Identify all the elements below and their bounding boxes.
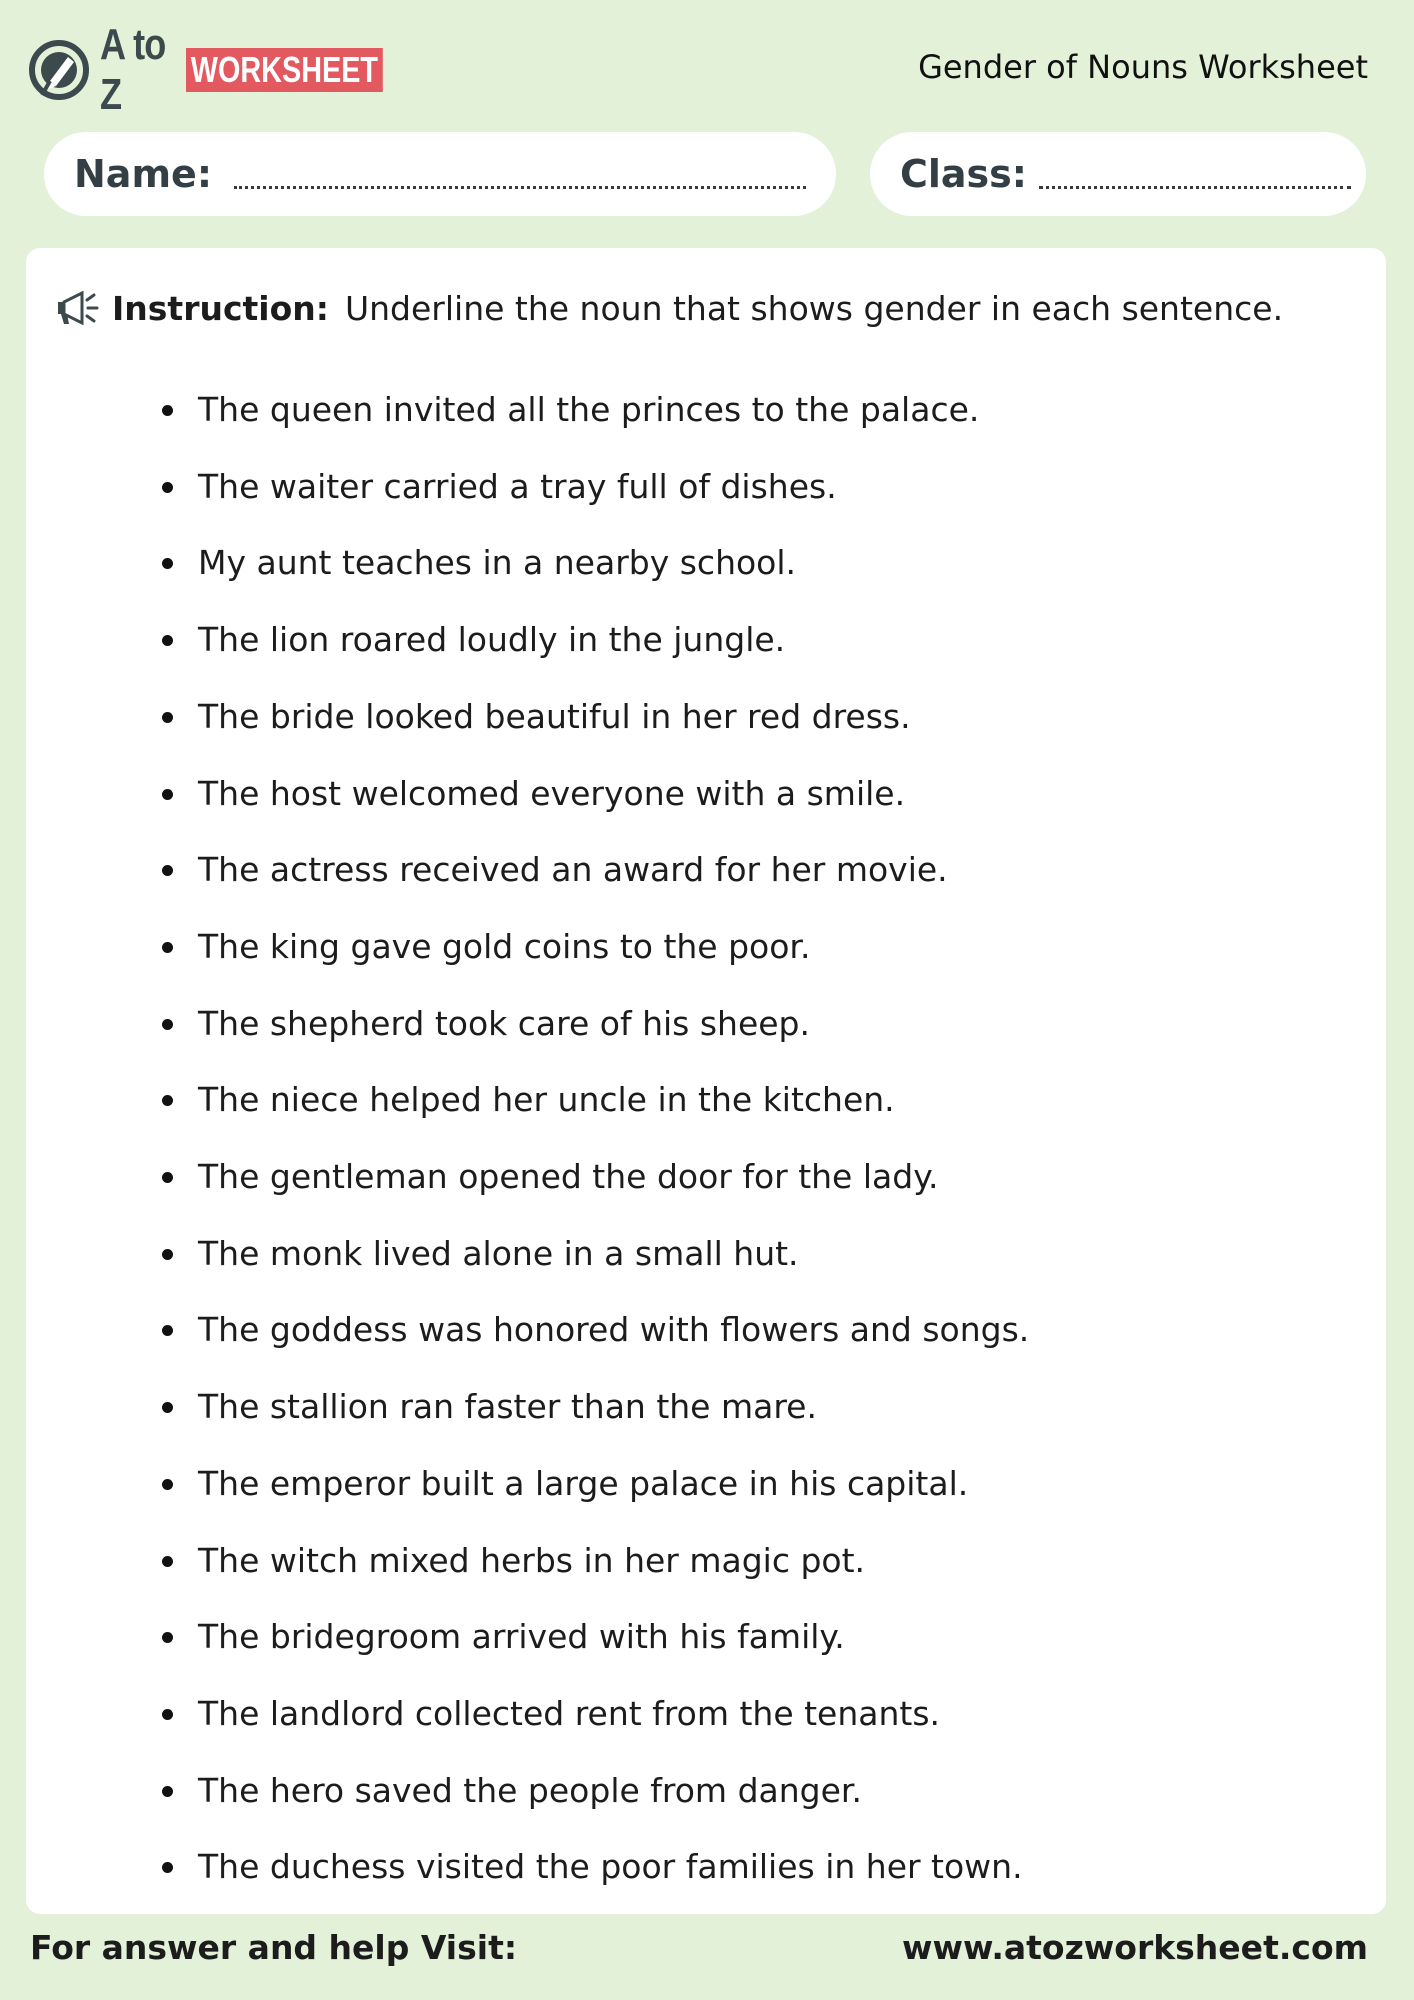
instruction-text: Underline the noun that shows gender in each sentence. (344, 288, 1284, 328)
bullet-icon (162, 1172, 173, 1183)
bullet-icon (162, 482, 173, 493)
logo-text: A to Z (100, 20, 166, 119)
bullet-icon (162, 789, 173, 800)
bullet-icon (162, 942, 173, 953)
sentence-text: The bridegroom arrived with his family. (198, 1617, 845, 1657)
sentence-text: The witch mixed herbs in her magic pot. (198, 1540, 866, 1580)
sentence-text: My aunt teaches in a nearby school. (198, 543, 797, 583)
sentence-text: The emperor built a large palace in his capital. (198, 1463, 969, 1503)
bullet-icon (162, 865, 173, 876)
sentence-text: The gentleman opened the door for the lady. (198, 1157, 939, 1196)
sentence-text: The king gave gold coins to the poor. (198, 926, 811, 966)
sentence-text: The waiter carried a tray full of dishes. (198, 466, 837, 506)
bullet-icon (162, 712, 173, 723)
header (0, 0, 1414, 120)
name-label: Name: (74, 152, 213, 196)
bullet-icon (162, 405, 173, 416)
bullet-icon (162, 1019, 173, 1030)
instruction-label: Instruction: (112, 288, 329, 328)
sentence-text: The hero saved the people from danger. (198, 1770, 862, 1810)
bullet-icon (162, 1325, 173, 1336)
sentence-text: The lion roared loudly in the jungle. (198, 620, 786, 660)
sentence-text: The stallion ran faster than the mare. (198, 1387, 817, 1427)
sentence-text: The shepherd took care of his sheep. (198, 1003, 810, 1043)
bullet-icon (162, 1095, 173, 1106)
sentence-text: The monk lived alone in a small hut. (198, 1233, 799, 1273)
sentence-text: The goddess was honored with flowers and songs. (198, 1310, 1030, 1350)
sentence-text: The host welcomed everyone with a smile. (198, 773, 906, 813)
name-blank-line[interactable] (234, 160, 806, 189)
sentence-text: The niece helped her uncle in the kitchen. (198, 1080, 895, 1120)
sentence-text: The bride looked beautiful in her red dress. (198, 696, 911, 736)
bullet-icon (162, 558, 173, 569)
bullet-icon (162, 635, 173, 646)
bullet-icon (162, 1862, 173, 1873)
class-field (870, 132, 1366, 216)
name-field (44, 132, 836, 216)
sentence-text: The actress received an award for her movie. (198, 850, 948, 890)
bullet-icon (162, 1786, 173, 1797)
bullet-icon (162, 1632, 173, 1643)
worksheet-card (26, 248, 1386, 1914)
bullet-icon (162, 1479, 173, 1490)
sentence-text: The queen invited all the princes to the palace. (198, 390, 980, 429)
sentence-text: The duchess visited the poor families in her town. (198, 1847, 1023, 1887)
site-logo[interactable] (28, 20, 432, 119)
bullet-icon (162, 1402, 173, 1413)
class-label: Class: (900, 152, 1027, 196)
pencil-logo-icon (28, 39, 90, 101)
bullet-icon (162, 1709, 173, 1720)
footer-website-link[interactable]: www.atozworksheet.com (901, 1928, 1368, 1967)
class-blank-line[interactable] (1039, 160, 1351, 189)
bullet-icon (162, 1249, 173, 1260)
logo-badge: WORKSHEET (186, 48, 383, 92)
megaphone-icon (54, 288, 100, 328)
sentence-text: The landlord collected rent from the tenants. (198, 1693, 941, 1733)
worksheet-title: Gender of Nouns Worksheet (918, 48, 1368, 86)
bullet-icon (162, 1556, 173, 1567)
instruction (54, 288, 1283, 328)
footer-visit-label: For answer and help Visit: (30, 1928, 518, 1967)
